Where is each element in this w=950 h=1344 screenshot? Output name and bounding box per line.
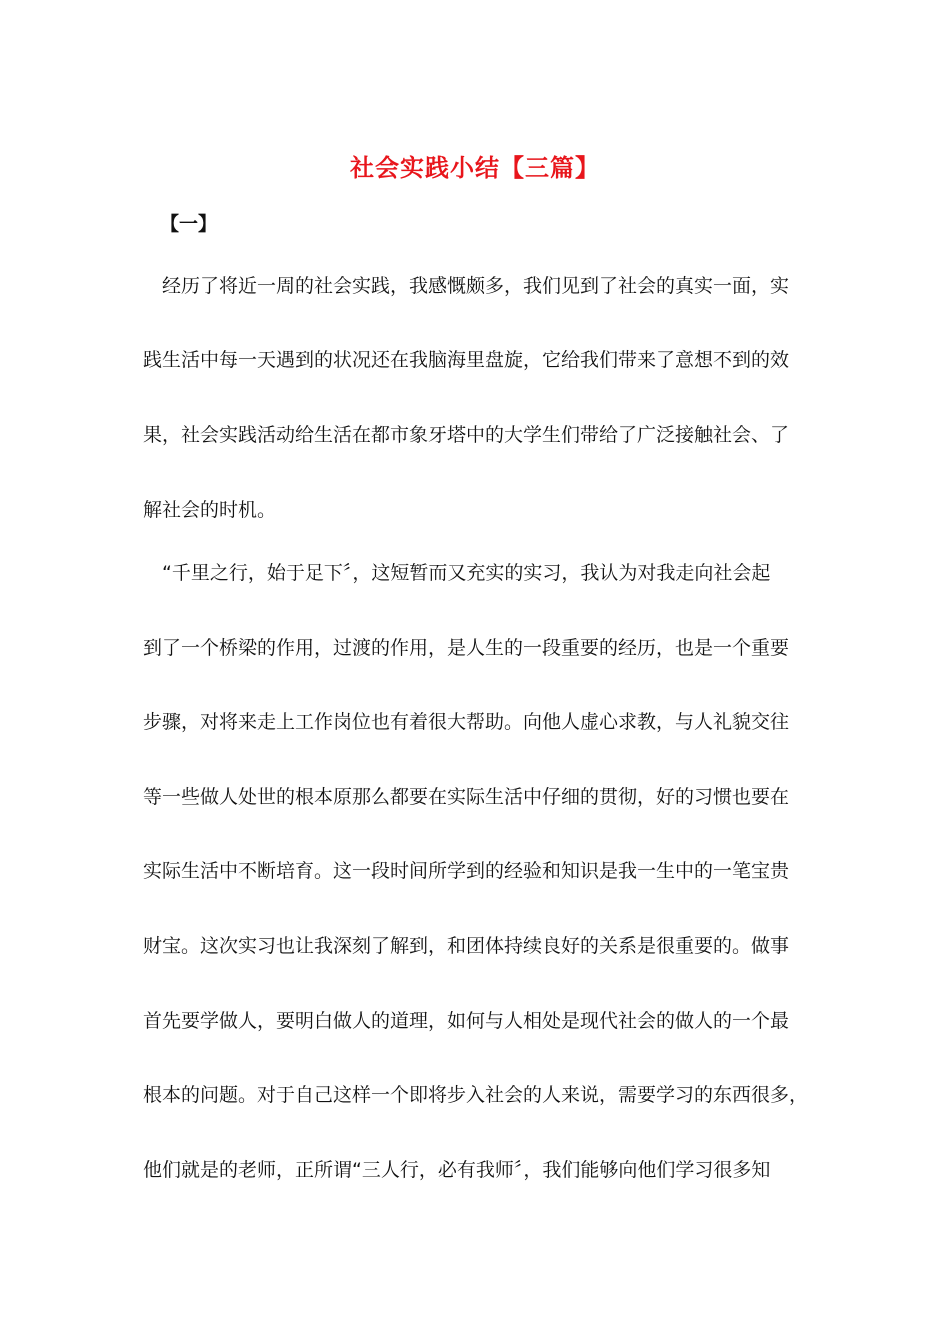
paragraph-line: 根本的问题。对于自己这样一个即将步入社会的人来说，需要学习的东西很多， — [143, 1084, 809, 1106]
paragraph-line: 到了一个桥梁的作用，过渡的作用，是人生的一段重要的经历，也是一个重要 — [143, 637, 790, 659]
paragraph-line: 经历了将近一周的社会实践，我感慨颇多，我们见到了社会的真实一面，实 — [143, 275, 790, 297]
paragraph-line: 践生活中每一天遇到的状况还在我脑海里盘旋，它给我们带来了意想不到的效 — [143, 349, 790, 371]
paragraph-line: 解社会的时机。 — [143, 499, 277, 521]
paragraph-line: 等一些做人处世的根本原那么都要在实际生活中仔细的贯彻，好的习惯也要在 — [143, 786, 790, 808]
paragraph-line: 首先要学做人，要明白做人的道理，如何与人相处是现代社会的做人的一个最 — [143, 1010, 790, 1032]
paragraph-line: 他们就是的老师，正所谓“三人行，必有我师〞，我们能够向他们学习很多知 — [143, 1159, 771, 1181]
document-title: 社会实践小结【三篇】 — [350, 153, 600, 182]
section-heading: 【一】 — [160, 213, 218, 235]
paragraph-line: 果，社会实践活动给生活在都市象牙塔中的大学生们带给了广泛接触社会、了 — [143, 424, 790, 446]
paragraph-line: “千里之行，始于足下〞，这短暂而又充实的实习，我认为对我走向社会起 — [143, 562, 771, 584]
paragraph-line: 步骤，对将来走上工作岗位也有着很大帮助。向他人虚心求教，与人礼貌交往 — [143, 711, 790, 733]
paragraph-line: 财宝。这次实习也让我深刻了解到，和团体持续良好的关系是很重要的。做事 — [143, 935, 790, 957]
paragraph-line: 实际生活中不断培育。这一段时间所学到的经验和知识是我一生中的一笔宝贵 — [143, 860, 790, 882]
